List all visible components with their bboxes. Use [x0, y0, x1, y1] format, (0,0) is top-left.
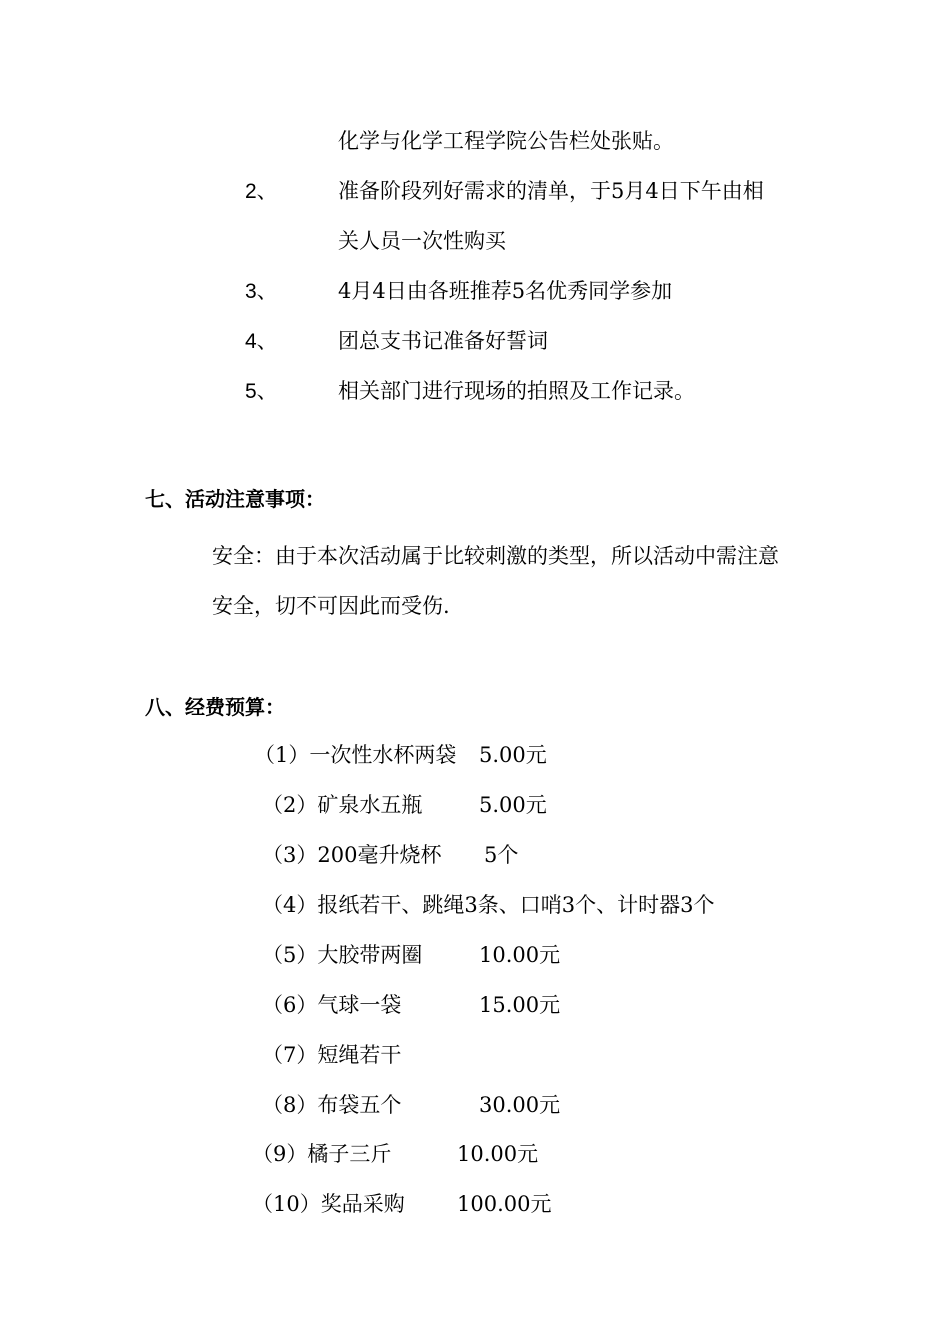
prep-item-2-text-line1: 准备阶段列好需求的清单，于5月4日下午由相 [338, 179, 764, 203]
prep-item-3-number: 3、 [245, 280, 278, 303]
budget-item-label: （7）短绳若干 [262, 1043, 402, 1067]
budget-item-amount: 5.00元 [479, 793, 547, 817]
budget-item-amount: 15.00元 [479, 993, 561, 1017]
prep-item-4-text: 团总支书记准备好誓词 [338, 329, 548, 353]
section-8-heading: 八、经费预算： [145, 695, 285, 719]
prep-item-4-number: 4、 [245, 330, 278, 353]
budget-item-amount: 100.00元 [457, 1192, 552, 1216]
budget-item-label: （6）气球一袋 [262, 993, 402, 1017]
prep-item-5-number: 5、 [245, 380, 278, 403]
budget-item-amount: 30.00元 [479, 1093, 561, 1117]
budget-item-label: （4）报纸若干、跳绳3条、口哨3个、计时器3个 [262, 893, 715, 917]
budget-item-label: （5）大胶带两圈 [262, 943, 423, 967]
budget-item-label: （9）橘子三斤 [252, 1142, 392, 1166]
budget-item-label: （10）奖品采购 [252, 1192, 405, 1216]
budget-item-amount: 10.00元 [479, 943, 561, 967]
budget-item-label: （8）布袋五个 [262, 1093, 402, 1117]
prep-item-2-number: 2、 [245, 180, 278, 203]
prep-continuation-line: 化学与化学工程学院公告栏处张贴。 [338, 129, 674, 153]
prep-item-2-text-line2: 关人员一次性购买 [338, 229, 506, 253]
budget-item-amount: 5.00元 [479, 743, 547, 767]
section-7-paragraph-line1: 安全：由于本次活动属于比较刺激的类型，所以活动中需注意 [212, 544, 779, 568]
budget-item-label: （1）一次性水杯两袋 [254, 743, 457, 767]
budget-item-label: （2）矿泉水五瓶 [262, 793, 423, 817]
prep-item-3-text: 4月4日由各班推荐5名优秀同学参加 [338, 279, 673, 303]
prep-item-5-text: 相关部门进行现场的拍照及工作记录。 [338, 379, 695, 403]
budget-item-label: （3）200毫升烧杯 [262, 843, 442, 867]
section-7-paragraph-line2: 安全，切不可因此而受伤. [212, 594, 450, 618]
budget-item-amount: 5个 [484, 843, 519, 867]
section-7-heading: 七、活动注意事项： [145, 487, 325, 511]
budget-item-amount: 10.00元 [457, 1142, 539, 1166]
